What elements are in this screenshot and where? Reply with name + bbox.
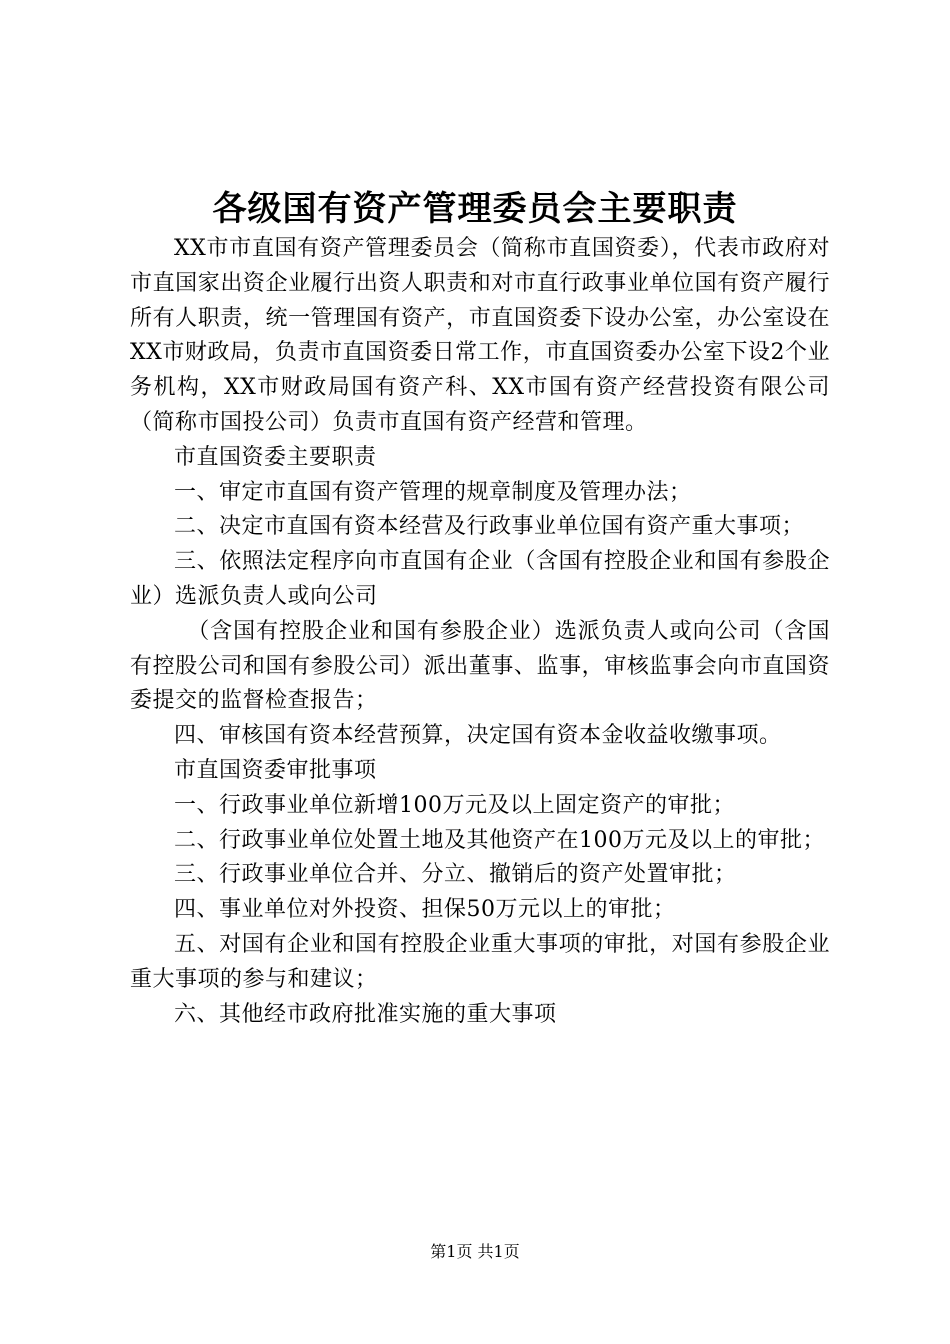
page-footer: 第1页 共1页 (430, 1242, 520, 1261)
approval-item-3: 三、行政事业单位合并、分立、撤销后的资产处置审批； (174, 862, 737, 888)
document-title: 各级国有资产管理委员会主要职责 (212, 189, 738, 229)
approval-item-4: 四、事业单位对外投资、担保50万元以上的审批； (174, 897, 676, 923)
approval-item-6: 六、其他经市政府批准实施的重大事项 (174, 1001, 557, 1027)
duty-item-3: 三、依照法定程序向市直国有企业（含国有控股企业和国有参股企业）选派负责人或向公司 (130, 549, 830, 609)
duty-item-2: 二、决定市直国有资本经营及行政事业单位国有资产重大事项； (174, 514, 805, 540)
duty-item-1: 一、审定市直国有资产管理的规章制度及管理办法； (174, 479, 692, 505)
section-heading-duties: 市直国资委主要职责 (174, 444, 377, 470)
approval-item-2: 二、行政事业单位处置土地及其他资产在100万元及以上的审批； (174, 827, 825, 853)
approval-item-1: 一、行政事业单位新增100万元及以上固定资产的审批； (174, 792, 735, 818)
intro-paragraph: XX市市直国有资产管理委员会（简称市直国资委），代表市政府对市直国家出资企业履行出资人职责和对市直行政事业单位国有资产履行所有人职责，统一管理国有资产，市直国资委下设办公室，办公室设在XX市财政局，负责市直国资委日常工作，市直国资委办公室下设2个业务机构，XX市财政局国有资产科、XX市国有资产经营投资有限公司（简称市国投公司）负责市直国有资产经营和管理。 (130, 236, 830, 435)
duty-item-4: 四、审核国有资本经营预算，决定国有资本金收益收缴事项。 (174, 723, 782, 749)
approval-item-5: 五、对国有企业和国有控股企业重大事项的审批，对国有参股企业重大事项的参与和建议； (130, 931, 830, 992)
duty-item-3-continued: （含国有控股企业和国有参股企业）选派负责人或向公司（含国有控股公司和国有参股公司）派出董事、监事，审核监事会向市直国资委提交的监督检查报告； (130, 618, 830, 714)
document-body (130, 232, 830, 1032)
section-heading-approvals: 市直国资委审批事项 (174, 757, 377, 783)
